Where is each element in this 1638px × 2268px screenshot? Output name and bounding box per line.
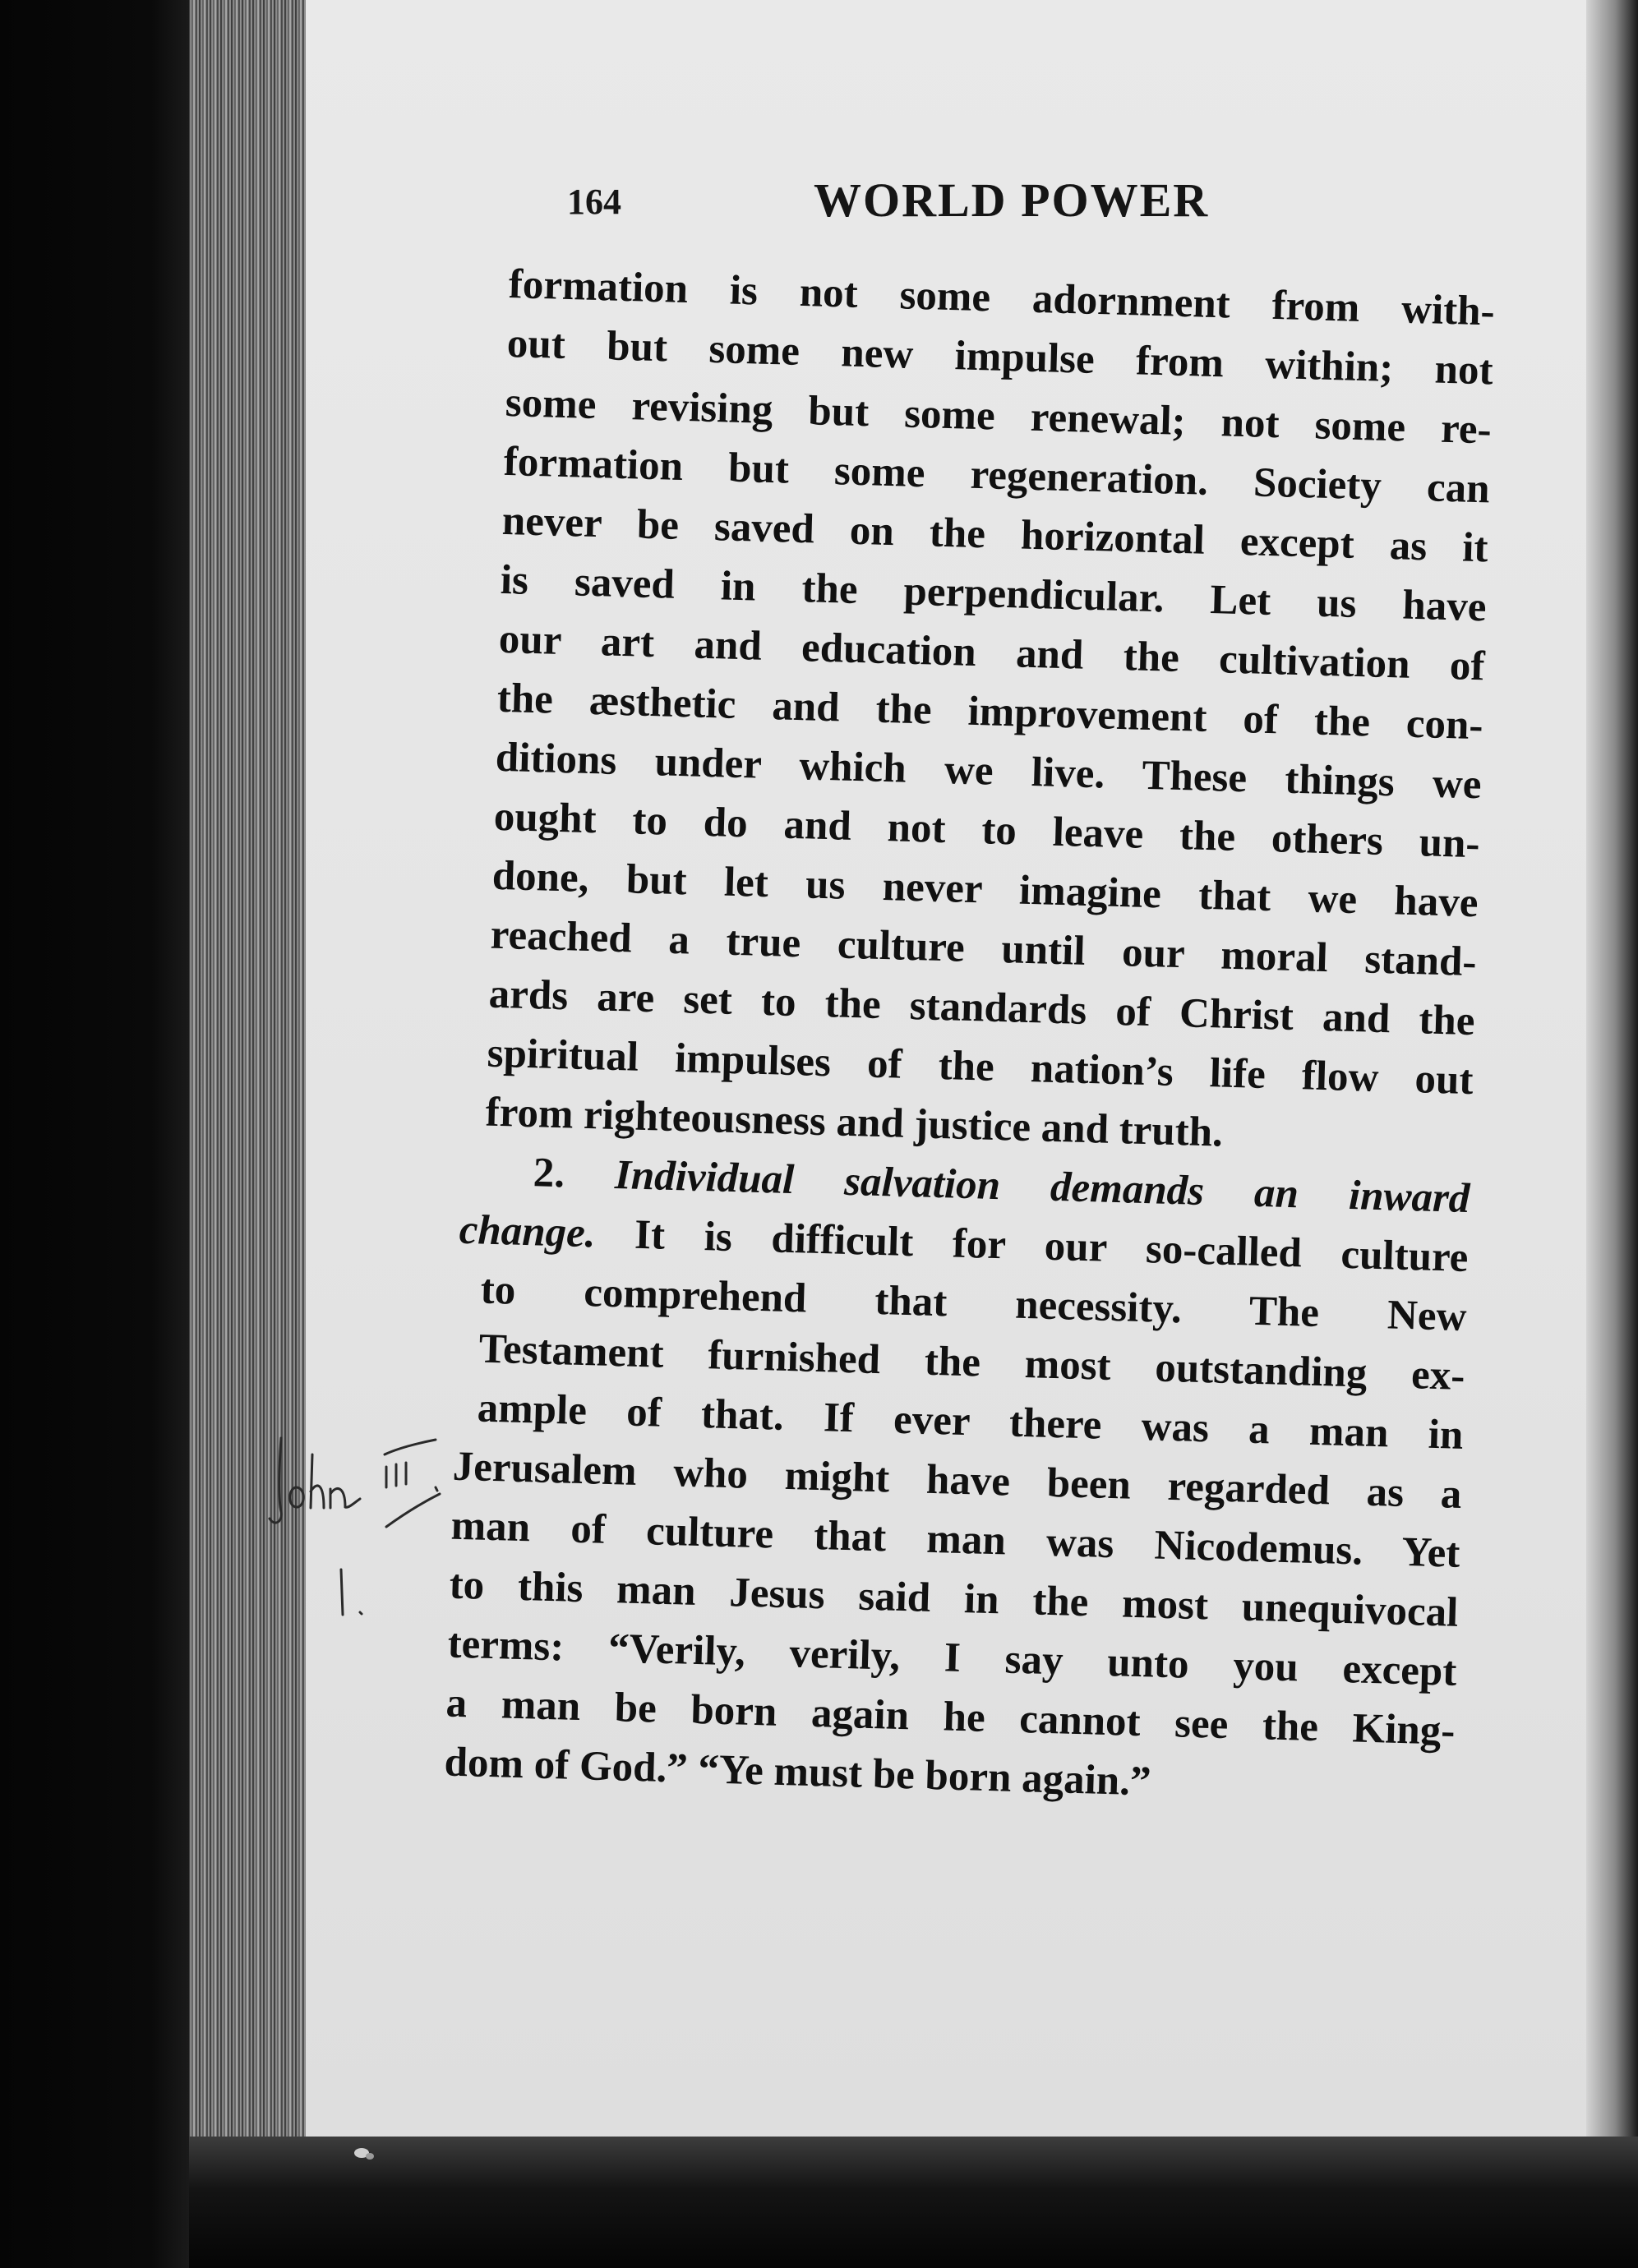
- text-line: a man be born again he cannot see the King-: [445, 1680, 1456, 1754]
- text-line: Jerusalem who might have been regarded as a: [452, 1443, 1463, 1518]
- text-fragment: It is difficult for our so-called culture: [634, 1211, 1470, 1282]
- text-line: formation but some regeneration. Society can: [503, 438, 1491, 513]
- handwriting-john-iii-1: [263, 1430, 510, 1643]
- text-line: man of culture that man was Nicodemus. Yet: [450, 1502, 1461, 1577]
- text-line: terms: “Verily, verily, I say unto you except: [446, 1620, 1458, 1695]
- handwritten-margin-note: [263, 1430, 510, 1643]
- running-head: [567, 173, 1257, 247]
- book-page-edges: [189, 0, 312, 2169]
- text-line: done, but let us never imagine that we have: [491, 852, 1479, 927]
- text-line: out but some new impulse from within; not: [506, 320, 1494, 394]
- text-line: our art and education and the cultivation of: [498, 615, 1486, 690]
- text-line: to this man Jesus said in the most unequivocal: [448, 1561, 1460, 1636]
- text-line: ditions under which we live. These things we: [495, 734, 1483, 809]
- running-title: WORLD POWER: [814, 173, 1210, 227]
- text-line: some revising but some renewal; not some re-: [505, 379, 1493, 454]
- section-number: 2.: [533, 1150, 565, 1197]
- section-heading-end: change.: [459, 1206, 597, 1257]
- text-line: ards are set to the standards of Christ and the: [488, 970, 1476, 1045]
- scan-artifact: [345, 2137, 395, 2169]
- body-text: [443, 255, 1496, 1820]
- page-right-shadow: [1586, 0, 1638, 2268]
- text-line: dom of God.” “Ye must be born again.”: [443, 1739, 1152, 1805]
- text-line: Testament furnished the most outstanding ex-: [478, 1325, 1466, 1399]
- text-line: formation is not some adornment from with-: [508, 260, 1496, 335]
- text-line: ought to do and not to leave the others un-: [493, 793, 1481, 868]
- text-line: never be saved on the horizontal except as it: [501, 497, 1489, 572]
- scan-border-left: [0, 0, 189, 2268]
- section-heading: Individual salvation demands an inward: [614, 1152, 1471, 1223]
- text-line: is saved in the perpendicular. Let us have: [500, 556, 1488, 631]
- text-line: ample of that. If ever there was a man in: [477, 1385, 1465, 1459]
- text-line: the æsthetic and the improvement of the con-: [496, 675, 1484, 749]
- text-line: from righteousness and justice and truth.: [485, 1089, 1224, 1156]
- scan-border-bottom: [189, 2137, 1638, 2268]
- page-number: 164: [567, 182, 621, 222]
- text-line: spiritual impulses of the nation’s life flow out: [487, 1030, 1474, 1104]
- text-line: to comprehend that necessity. The New: [480, 1266, 1468, 1341]
- text-line: reached a true culture until our moral stand-: [490, 911, 1478, 986]
